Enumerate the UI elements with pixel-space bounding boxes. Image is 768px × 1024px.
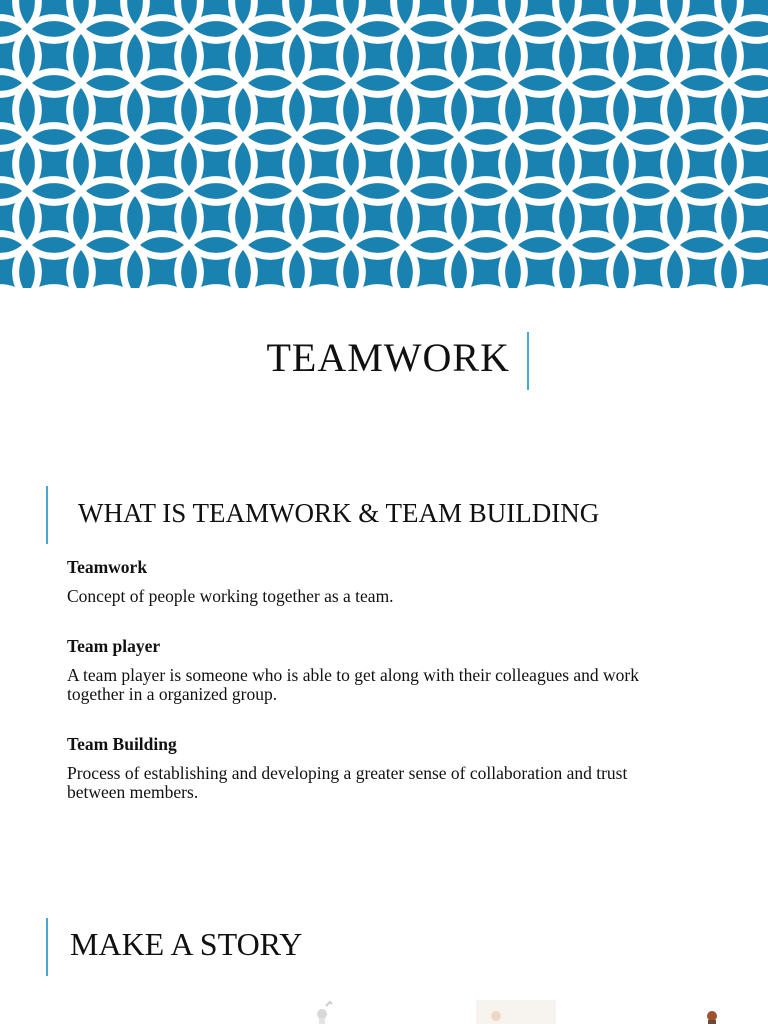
definition-term: Team player (67, 636, 161, 656)
section-accent-bar (46, 486, 48, 544)
person-figure-icon (312, 1000, 342, 1024)
definition-item-team-building (67, 735, 667, 802)
definition-description: Process of establishing and developing a greater sense of collaboration and trust between members. (67, 763, 628, 802)
person-figure-icon (698, 1000, 728, 1024)
definition-description: A team player is someone who is able to get along with their colleagues and work together in a organized group. (67, 665, 640, 704)
circle-pattern-graphic (0, 0, 768, 288)
title-block (0, 330, 768, 390)
section-accent-bar (46, 918, 48, 976)
definition-term: Teamwork (67, 557, 148, 577)
definition-item-team-player (67, 637, 667, 704)
section-heading: MAKE A STORY (70, 926, 303, 962)
definition-description: Concept of people working together as a team. (67, 586, 394, 606)
person-figure-icon (476, 1000, 556, 1024)
definition-list (67, 558, 667, 833)
section-heading: WHAT IS TEAMWORK & TEAM BUILDING (78, 498, 600, 528)
page-title: TEAMWORK (266, 335, 510, 380)
title-accent-bar (527, 332, 529, 390)
definition-term: Team Building (67, 734, 177, 754)
header-banner-pattern (0, 0, 768, 288)
definition-item-teamwork (67, 558, 667, 606)
story-illustrations (0, 1000, 768, 1024)
